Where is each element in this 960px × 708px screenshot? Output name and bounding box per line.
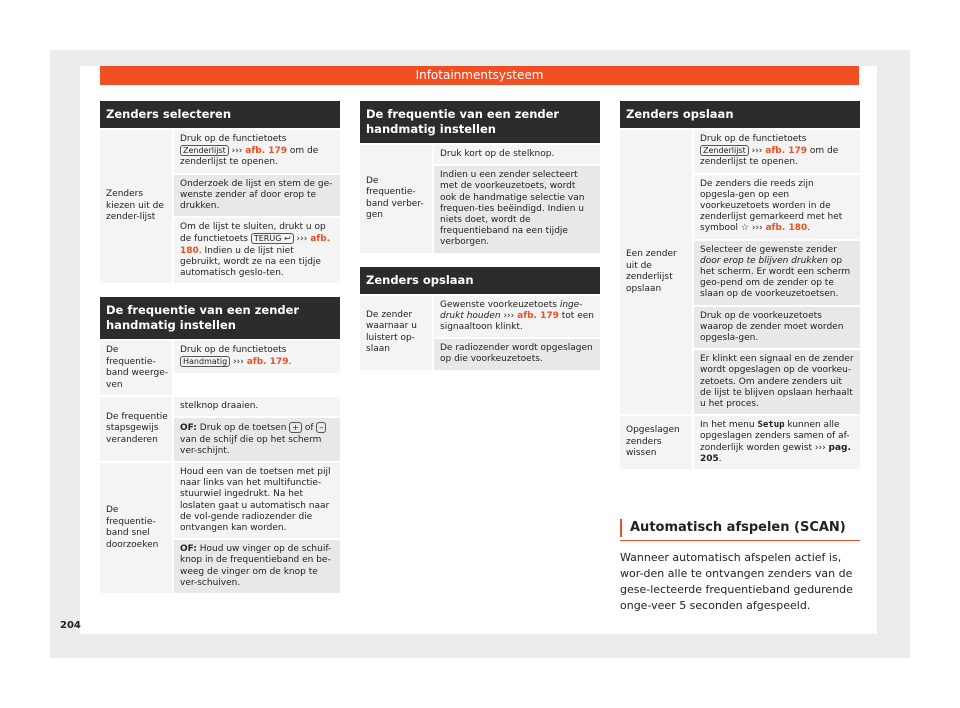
table-title: Zenders selecteren xyxy=(100,101,340,128)
column-3 xyxy=(620,101,860,469)
key-plus: + xyxy=(289,422,302,433)
table-cell: Houd een van de toetsen met pijl naar links van het multifunctie-stuurwiel ingedrukt. Na het loslaten gaat u automatisch naar de vol-gende radiozender die ontvangen kan worden. xyxy=(174,463,340,538)
table-cell: De radiozender wordt opgeslagen op die voorkeuzetoets. xyxy=(434,337,600,369)
table-row xyxy=(620,414,860,469)
key-zenderlijst: Zenderlijst xyxy=(180,145,229,156)
table-frequentie-handmatig-2 xyxy=(360,101,600,253)
column-2 xyxy=(360,101,600,370)
table-row xyxy=(100,339,340,395)
table-cell: De zenders die reeds zijn opgesla-gen op een voorkeuzetoets worden in de zenderlijst gemarkeerd met het symbool ☆ ››› afb. 180. xyxy=(694,173,860,239)
heading-underline xyxy=(620,540,860,541)
row-label: Zenders kiezen uit de zender-lijst xyxy=(100,130,172,283)
row-label: Opgeslagen zenders wissen xyxy=(620,416,692,469)
menu-setup: Setup xyxy=(757,420,785,431)
table-title: Zenders opslaan xyxy=(620,101,860,128)
row-label: De frequentie-band weerge-ven xyxy=(100,341,172,395)
table-cell: Druk op de functietoets Zenderlijst ››› afb. 179 om de zenderlijst te openen. xyxy=(174,130,340,173)
table-cell: Druk op de voorkeuzetoets waarop de zender moet worden opgesla-gen. xyxy=(694,305,860,349)
table-cell: OF: Houd uw vinger op de schuif-knop in de frequentieband en be-weeg de vinger om de knop te ver-schuiven. xyxy=(174,538,340,593)
table-frequentie-handmatig xyxy=(100,297,340,593)
table-cell: Druk op de functietoets Handmatig ››› afb. 179. xyxy=(174,341,340,372)
key-zenderlijst: Zenderlijst xyxy=(700,145,749,156)
table-row xyxy=(100,395,340,461)
page-header: Infotainmentsysteem xyxy=(100,66,859,85)
figure-ref[interactable]: afb. 179 xyxy=(517,310,559,321)
figure-ref[interactable]: afb. 179 xyxy=(765,146,808,157)
column-1 xyxy=(100,101,340,593)
table-cell: Druk op de functietoets Zenderlijst ››› afb. 179 om de zenderlijst te openen. xyxy=(694,130,860,173)
key-handmatig: Handmatig xyxy=(180,356,230,367)
page-number: 204 xyxy=(60,620,81,631)
row-label: De frequentie-band snel doorzoeken xyxy=(100,463,172,593)
table-cell: Indien u een zender selecteert met de voorkeuzetoets, wordt ook de handmatige selectie van frequen-ties beëindigd. Indien u niets doet, wordt de frequentieband na een tijdje verborgen. xyxy=(434,164,600,252)
table-title: De frequentie van een zender handmatig instellen xyxy=(360,101,600,143)
table-cell: Er klinkt een signaal en de zender wordt opgeslagen op de voorkeu-zetoets. Om andere zenders uit de lijst te blijven opslaan herhaalt u het proces. xyxy=(694,348,860,414)
table-cell: Druk kort op de stelknop. xyxy=(434,145,600,164)
figure-ref[interactable]: afb. 180 xyxy=(180,234,331,256)
table-cell: Gewenste voorkeuzetoets inge-drukt houden ››› afb. 179 tot een signaaltoon klinkt. xyxy=(434,296,600,338)
section-heading: Automatisch afspelen (SCAN) xyxy=(620,519,870,537)
table-cell: stelknop draaien. xyxy=(174,397,340,416)
table-title: De frequentie van een zender handmatig instellen xyxy=(100,297,340,339)
figure-ref[interactable]: afb. 180 xyxy=(765,223,808,234)
table-zenders-opslaan-1 xyxy=(360,267,600,370)
figure-ref[interactable]: afb. 179 xyxy=(245,146,288,157)
row-label: De zender waarnaar u luistert op-slaan xyxy=(360,296,432,370)
star-icon: ☆ xyxy=(740,223,749,234)
row-label: De frequentie-band verber-gen xyxy=(360,145,432,253)
page-ref[interactable]: pag. 205 xyxy=(700,442,851,464)
table-zenders-selecteren xyxy=(100,101,340,283)
row-label: De frequentie stapsgewijs veranderen xyxy=(100,397,172,461)
table-row xyxy=(100,461,340,593)
figure-ref[interactable]: afb. 179 xyxy=(246,357,289,368)
table-cell: Om de lijst te sluiten, drukt u op de functietoets TERUG ↩ ››› afb. 180. Indien u de lijst niet gebruikt, wordt ze na een tijdje automatisch geslo-ten. xyxy=(174,216,340,283)
key-terug: TERUG ↩ xyxy=(251,233,294,244)
table-cell: Onderzoek de lijst en stem de ge-wenste zender af door erop te drukken. xyxy=(174,173,340,217)
row-label: Een zender uit de zenderlijst opslaan xyxy=(620,130,692,414)
table-row xyxy=(620,128,860,414)
table-row xyxy=(360,294,600,370)
table-zenders-opslaan-2 xyxy=(620,101,860,469)
table-cell: Selecteer de gewenste zender door erop te blijven drukken op het scherm. Er wordt een scherm geo-pend om de zender op te slaan op de voorkeuzetoetsen. xyxy=(694,239,860,305)
table-row xyxy=(360,143,600,253)
key-minus: – xyxy=(316,422,326,433)
table-cell: In het menu Setup kunnen alle opgeslagen zenders samen of af-zonderlijk worden gewist ››› pag. 205. xyxy=(694,416,860,469)
table-row xyxy=(100,128,340,283)
section-paragraph: Wanneer automatisch afspelen actief is, wor-den alle te ontvangen zenders van de gese-lecteerde frequentieband gedurende onge-veer 5 seconden afgespeeld. xyxy=(620,551,853,612)
table-cell: OF: Druk op de toetsen + of – van de schijf die op het scherm ver-schijnt. xyxy=(174,416,340,461)
table-title: Zenders opslaan xyxy=(360,267,600,294)
